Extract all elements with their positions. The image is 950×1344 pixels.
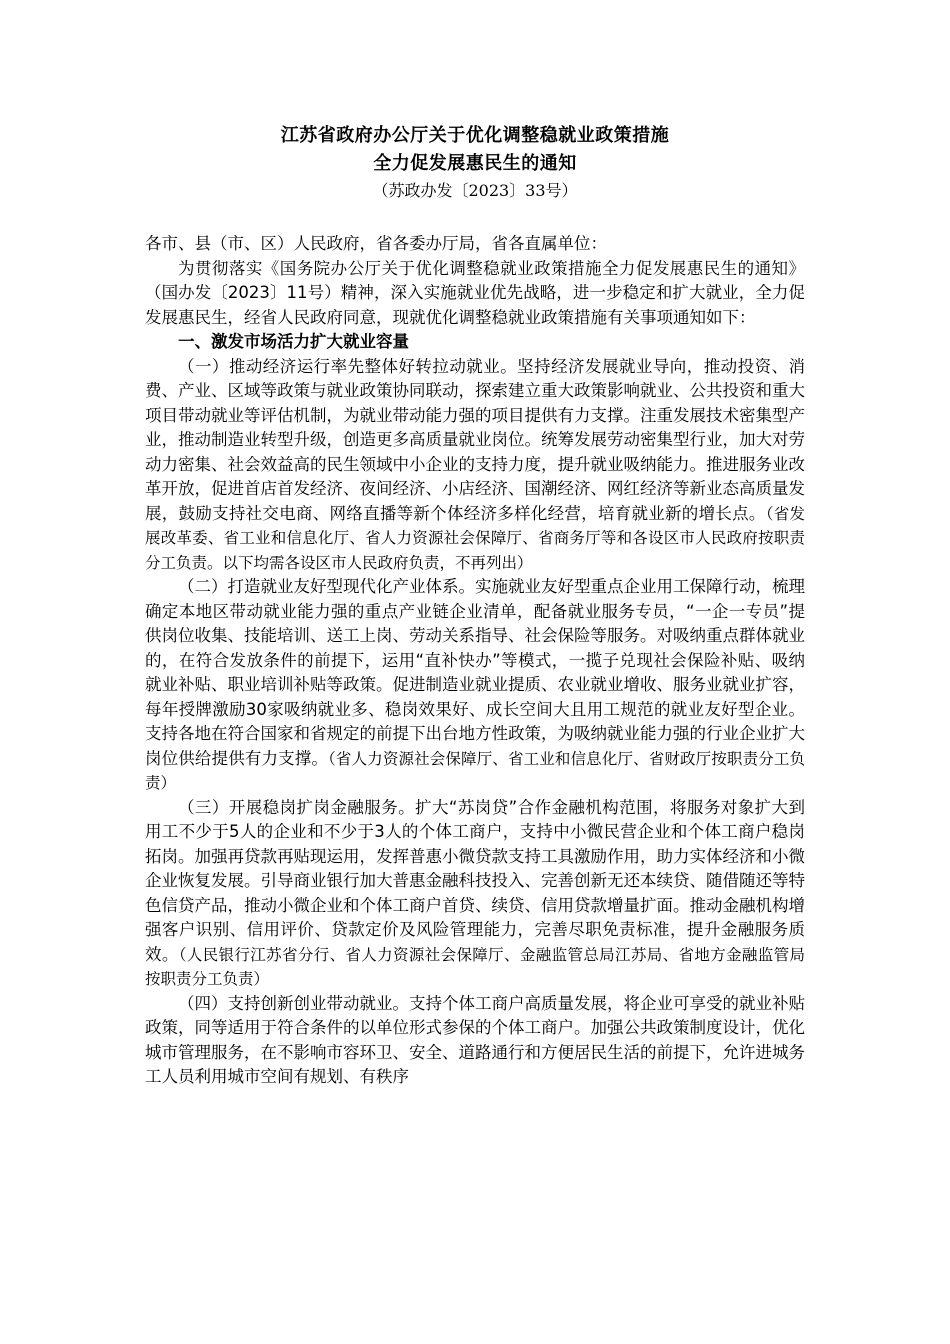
item-paragraph-3 <box>145 796 805 992</box>
item-paragraph-4 <box>145 992 805 1090</box>
item-responsibility-3: （人民银行江苏省分行、省人力资源社会保障厅、金融监管总局江苏局、省地方金融监管局按职责分工负责） <box>145 945 805 988</box>
item-body-3: 扩大“苏岗贷”合作金融机构范围，将服务对象扩大到用工不少于5人的企业和不少于3人的个体工商户，支持中小微民营企业和个体工商户稳岗拓岗。加强再贷款再贴现运用，发挥普惠小微贷款支持工具激励作用，助力实体经济和小微企业恢复发展。引导商业银行加大普惠金融科技投入、完善创新无还本续贷、随借随还等特色信贷产品，推动小微企业和个体工商户首贷、续贷、信用贷款增量扩面。推动金融机构增强客户识别、信用评价、贷款定价及风险管理能力，完善尽职免责标准，提升金融服务质效。 <box>145 797 805 964</box>
item-paragraph-1 <box>145 355 805 576</box>
item-body-2: 实施就业友好型重点企业用工保障行动，梳理确定本地区带动就业能力强的重点产业链企业清单，配备就业服务专员，“一企一专员”提供岗位收集、技能培训、送工上岗、劳动关系指导、社会保险等服务。对吸纳重点群体就业的，在符合发放条件的前提下，运用“直补快办”等模式，一揽子兑现社会保险补贴、吸纳就业补贴、职业培训补贴等政策。促进制造业就业提质、农业就业增收、服务业就业扩容，每年授牌激励30家吸纳就业多、稳岗效果好、成长空间大且用工规范的就业友好型企业。支持各地在符合国家和省规定的前提下出台地方性政策，为吸纳就业能力强的行业企业扩大岗位供给提供有力支撑。 <box>145 577 805 768</box>
salutation: 各市、县（市、区）人民政府，省各委办厅局，省各直属单位： <box>145 234 607 253</box>
document-title-line-1: 江苏省政府办公厅关于优化调整稳就业政策措施 <box>280 125 670 146</box>
document-page <box>145 122 805 1090</box>
intro-paragraph: 为贯彻落实《国务院办公厅关于优化调整稳就业政策措施全力促发展惠民生的通知》（国办发〔2023〕11号）精神，深入实施就业优先战略，进一步稳定和扩大就业，全力促发展惠民生，经省人民政府同意，现就优化调整稳就业政策措施有关事项通知如下： <box>145 258 805 327</box>
item-body-4: 支持个体工商户高质量发展，将企业可享受的就业补贴政策，同等适用于符合条件的以单位形式参保的个体工商户。加强公共政策制度设计，优化城市管理服务，在不影响市容环卫、安全、道路通行和方便居民生活的前提下，允许进城务工人员利用城市空间有规划、有秩序 <box>145 993 805 1086</box>
document-number: （苏政办发〔2023〕33号） <box>372 181 578 200</box>
item-paragraph-2 <box>145 575 805 796</box>
item-heading-3: （三）开展稳岗扩岗金融服务。 <box>178 797 416 817</box>
item-responsibility-1: （省发展改革委、省工业和信息化厅、省人力资源社会保障厅、省商务厅等和各设区市人民政府按职责分工负责。以下均需各设区市人民政府负责，不再列出） <box>145 504 805 572</box>
item-responsibility-2: （省人力资源社会保障厅、省工业和信息化厅、省财政厅按职责分工负责） <box>145 749 805 792</box>
item-heading-1: （一）推动经济运行率先整体好转拉动就业。 <box>178 356 518 376</box>
item-heading-4: （四）支持创新创业带动就业。 <box>178 993 409 1013</box>
section-heading-1: 一、激发市场活力扩大就业容量 <box>178 332 409 351</box>
item-body-1: 坚持经济发展就业导向，推动投资、消费、产业、区域等政策与就业政策协同联动，探索建立重大政策影响就业、公共投资和重大项目带动就业等评估机制，为就业带动能力强的项目提供有力支撑。注重发展技术密集型产业，推动制造业转型升级，创造更多高质量就业岗位。统筹发展劳动密集型行业，加大对劳动力密集、社会效益高的民生领域中小企业的支持力度，提升就业吸纳能力。推进服务业改革开放，促进首店首发经济、夜间经济、小店经济、国潮经济、网红经济等新业态高质量发展，鼓励支持社交电商、网络直播等新个体经济多样化经营，培育就业新的增长点。 <box>145 356 806 523</box>
item-heading-2: （二）打造就业友好型现代化产业体系。 <box>178 577 475 596</box>
document-title-line-2: 全力促发展惠民生的通知 <box>373 153 577 174</box>
